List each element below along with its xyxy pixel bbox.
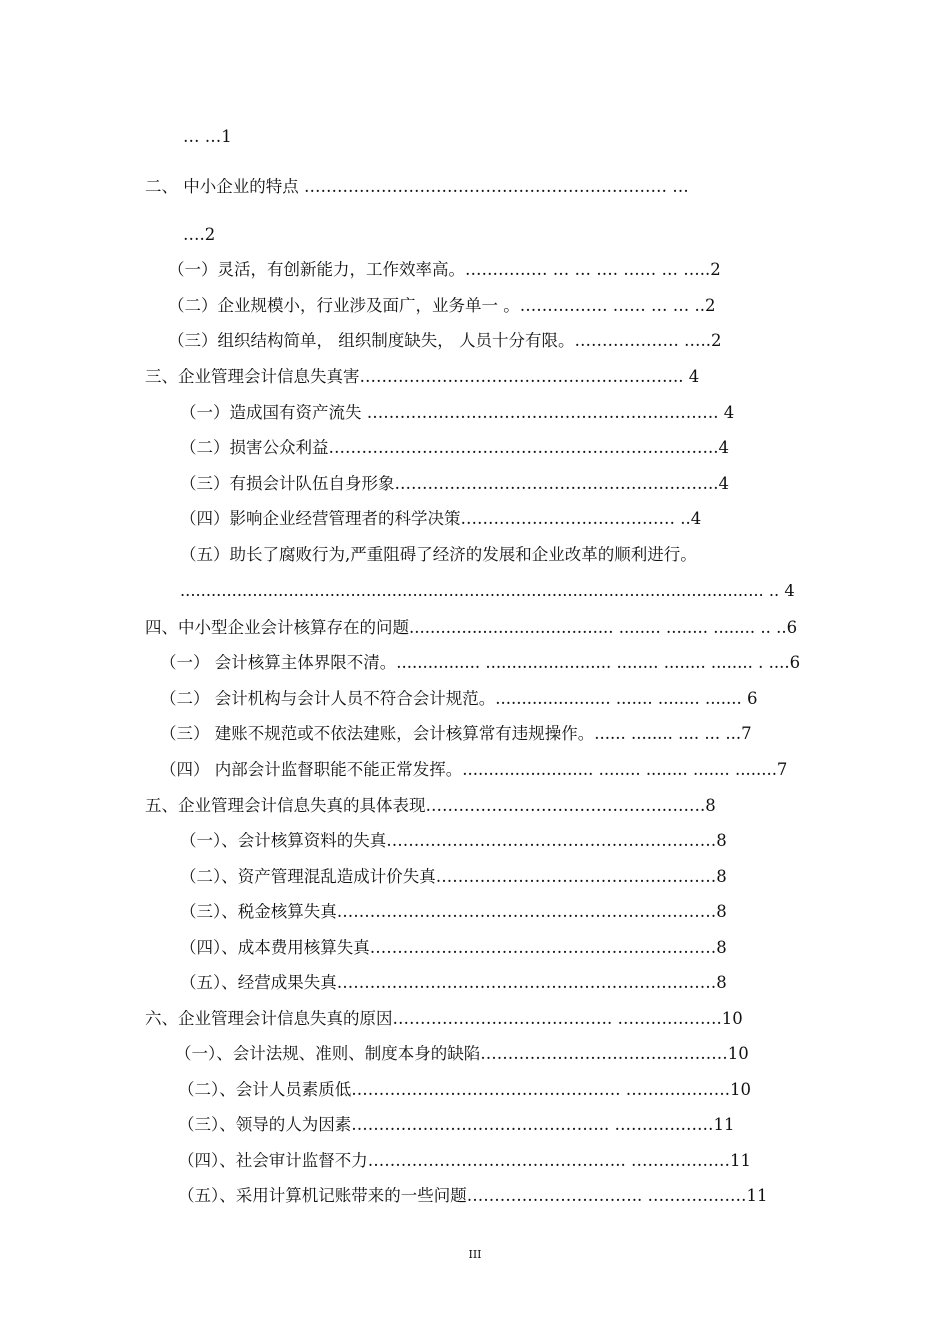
toc-line: （一）、会计法规、准则、制度本身的缺陷………………………………………10 [175, 1044, 749, 1063]
toc-line: 三、企业管理会计信息失真害………………………………………………….. 4 [145, 367, 700, 386]
toc-line: ................................................................................................................. .. 4 [180, 581, 795, 600]
toc-line: （三）有损会计队伍自身形象…………………………………………………..4 [180, 474, 729, 493]
toc-line: 四、中小型企业会计核算存在的问题....................................... ........ ........ ........ .. ..6 [145, 618, 798, 637]
toc-line: （一） 会计核算主体界限不清。................ ........................ ........ ........ ........ . ....6 [160, 653, 801, 672]
page-number: III [468, 1248, 482, 1261]
toc-line: （四）影响企业经营管理者的科学决策………………………………… ..4 [180, 509, 702, 528]
toc-line: （五）助长了腐败行为,严重阻碍了经济的发展和企业改革的顺利进行。 [180, 545, 697, 564]
toc-line: 二、 中小企业的特点 ………………………………………………………… … [145, 177, 689, 196]
toc-line: （三）组织结构简单， 组织制度缺失， 人员十分有限。………………. …..2 [168, 331, 722, 350]
toc-line: （三）、税金核算失真……………………………………………………………8 [180, 902, 727, 921]
toc-line: 六、企业管理会计信息失真的原因…………………………………. ……………….10 [145, 1009, 743, 1028]
toc-line: （二）、资产管理混乱造成计价失真……………………………………………8 [180, 867, 727, 886]
toc-line: （二）、会计人员素质低…………………………………………. ……………….10 [178, 1080, 751, 1099]
toc-line: （四）、社会审计监督不力……………………………………….. ………………11 [178, 1151, 751, 1170]
toc-line: （一）造成国有资产流失 ………………………………………………………. 4 [180, 403, 735, 422]
toc-line: ….2 [183, 225, 216, 244]
toc-line: （三）、领导的人为因素……………………………………….. ………………11 [178, 1115, 735, 1134]
toc-line: （五）、经营成果失真……………………………………………………………8 [180, 973, 727, 992]
toc-line: … …1 [183, 127, 232, 146]
toc-line: （一）灵活，有创新能力，工作效率高。…………… … … …. …… … …..2 [168, 260, 721, 279]
toc-line: （二）企业规模小，行业涉及面广，业务单一 。……………. …… … … ..2 [168, 296, 716, 315]
toc-line: 五、企业管理会计信息失真的具体表现……………………………………..…….8 [145, 796, 716, 815]
toc-line: （五）、采用计算机记账带来的一些问题………………………….. ………………11 [178, 1186, 768, 1205]
toc-line: （二）损害公众利益……………………………………………………………..4 [180, 438, 729, 457]
toc-line: （四） 内部会计监督职能不能正常发挥。......................... ........ ........ ....... ........7 [160, 760, 788, 779]
toc-line: （三） 建账不规范或不依法建账，会计核算常有违规操作。...... ........ .... ... ...7 [160, 724, 752, 743]
toc-line: （二） 会计机构与会计人员不符合会计规范。...................... ....... ........ ....... 6 [160, 689, 758, 708]
toc-line: （四）、成本费用核算失真………………………………………………………8 [180, 938, 727, 957]
toc-line: （一）、会计核算资料的失真……………………………………………………8 [180, 831, 727, 850]
